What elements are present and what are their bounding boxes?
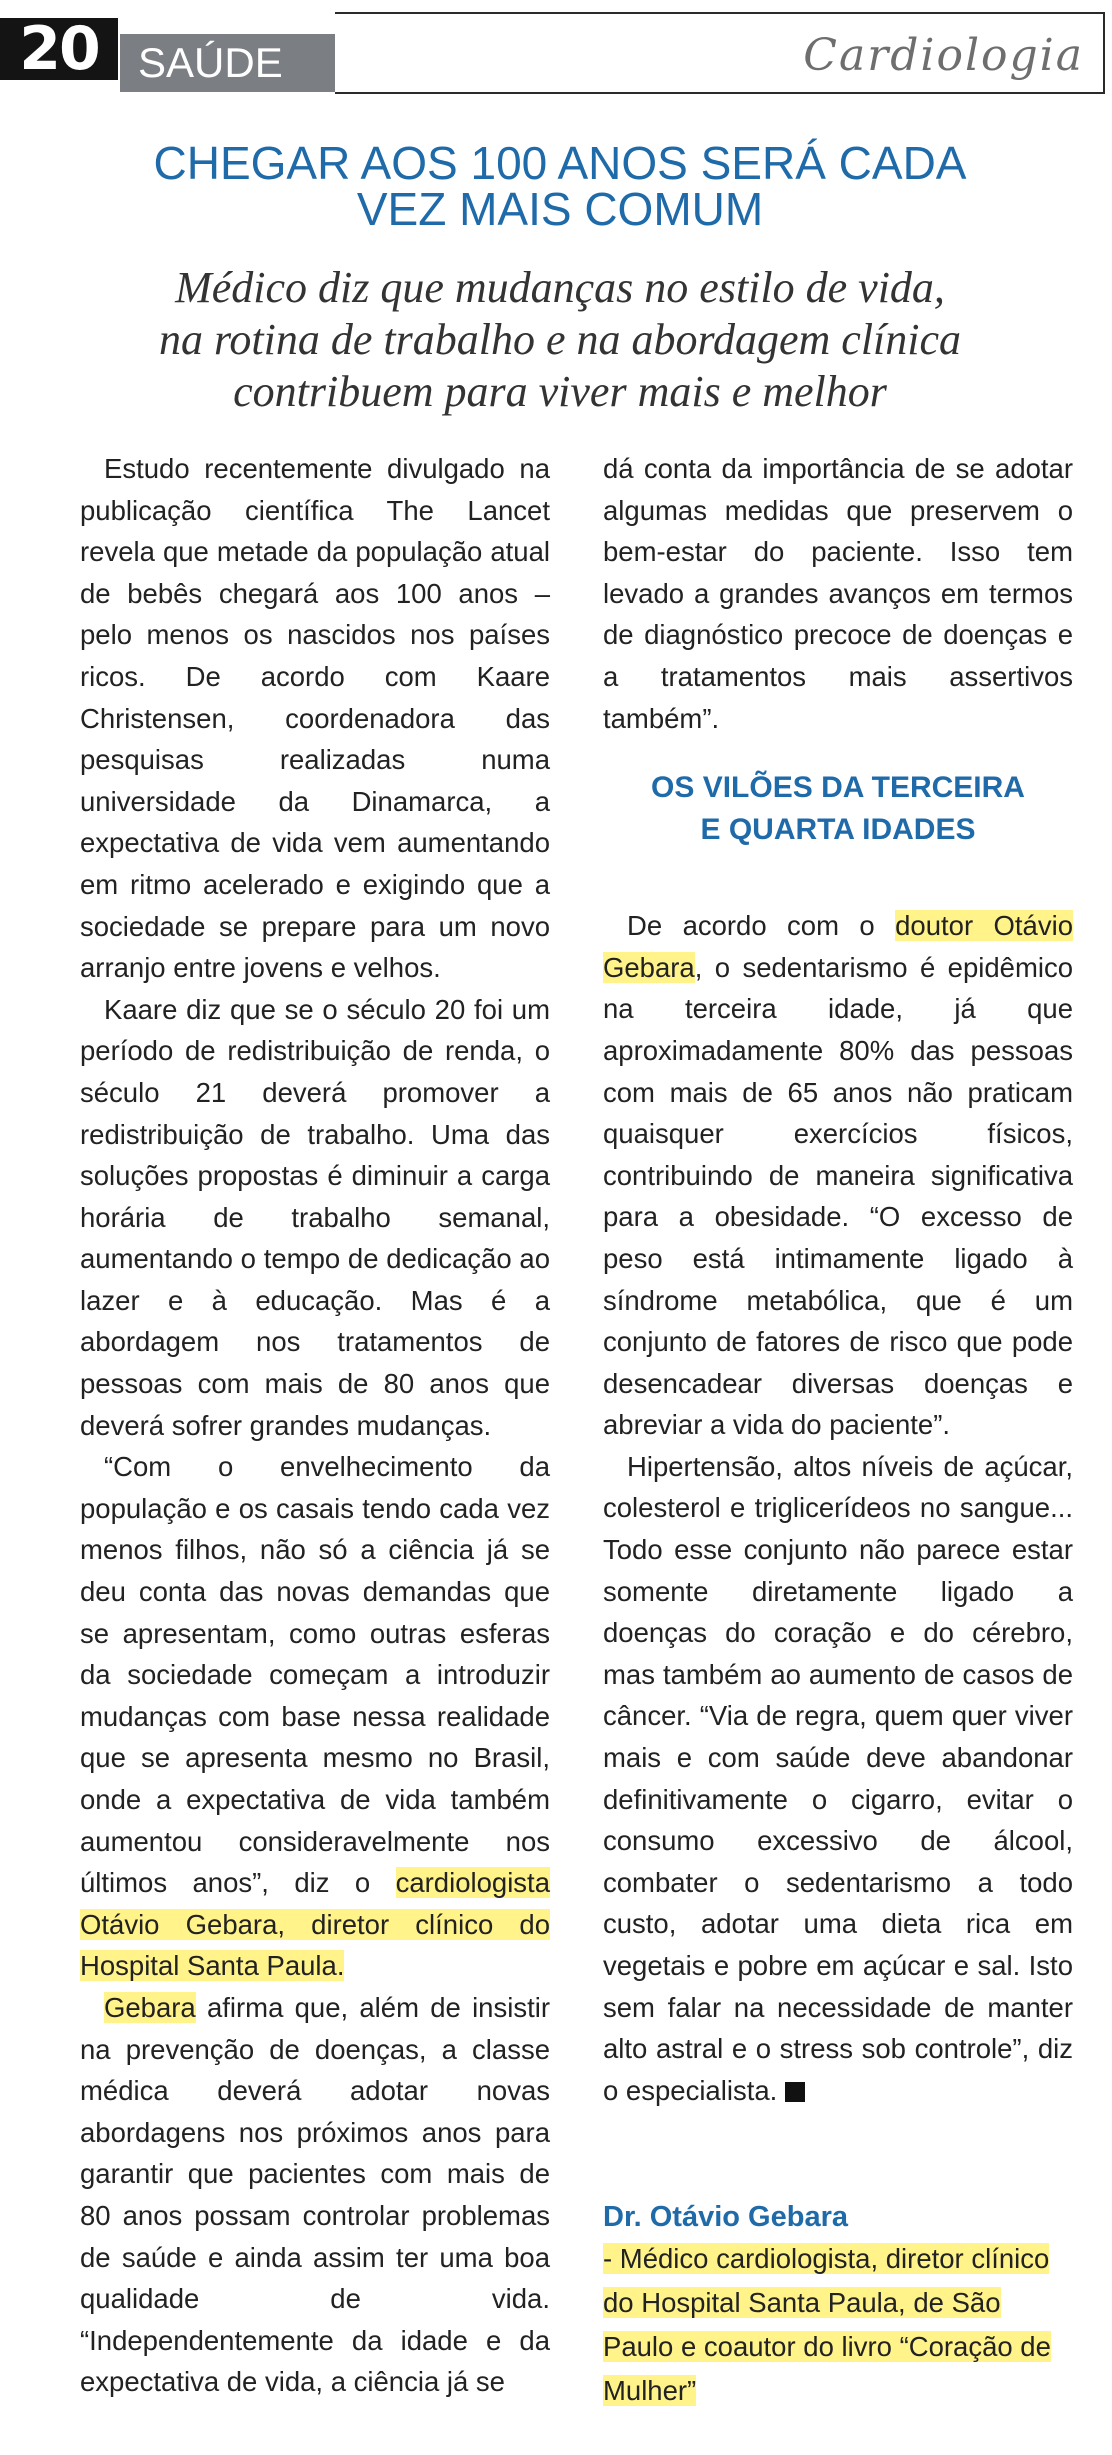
paragraph-text: , o sedentarismo é epidêmico na terceira idade, já que aproximadamente 80% das pessoas com mais de 65 anos não praticam quaisquer exercícios físicos, contribuindo de maneira significativa para a obesidade. “O excesso de peso está intimamente ligado à síndrome metabólica, que é um conjunto de fatores de risco que pode desencadear diversas doenças e abreviar a vida do paciente”. bbox=[603, 951, 1073, 1441]
highlighted-text: - Médico cardiologista, diretor clínico do Hospital Santa Paula, de São Paulo e coautor do livro “Coração de Mulher” bbox=[603, 2243, 1051, 2407]
section-subheading bbox=[603, 767, 1073, 851]
highlighted-text: doutor Otávio Gebara bbox=[603, 910, 1073, 983]
page-number: 20 bbox=[0, 18, 118, 80]
header-rule-top bbox=[335, 12, 1105, 14]
paragraph: dá conta da importância de se adotar algumas medidas que preservem o bem-estar do paciente. Isso tem levado a grandes avanços em termos de diagnóstico precoce de doenças e a tratamentos mais assertivos também”. bbox=[603, 453, 1073, 734]
paragraph: Estudo recentemente divulgado na publicação científica The Lancet revela que metade da população atual de bebês chegará aos 100 anos – pelo menos os nascidos nos países ricos. De acordo com Kaare Christensen, coordenadora das pesquisas realizadas numa universidade da Dinamarca, a expectativa de vida vem aumentando em ritmo acelerado e exigindo que a sociedade se prepare para um novo arranjo entre jovens e velhos. bbox=[80, 453, 550, 984]
highlighted-text: Gebara bbox=[104, 1991, 196, 2023]
article-title bbox=[60, 137, 1060, 235]
paragraph: Kaare diz que se o século 20 foi um período de redistribuição de renda, o século 21 deverá promover a redistribuição de trabalho. Uma das soluções propostas é diminuir a carga horária de trabalho semanal, aumentando o tempo de dedicação ao lazer e à educação. Mas é a abordagem nos tratamentos de pessoas com mais de 80 anos que deverá sofrer grandes mudanças. bbox=[80, 993, 550, 1441]
end-of-article-mark bbox=[785, 2082, 805, 2102]
subtitle-line-2: na rotina de trabalho e na abordagem clínica bbox=[158, 315, 962, 364]
paragraph-text: afirma que, além de insistir na prevenção de doenças, a classe médica deverá adotar novas abordagens nos próximos anos para garantir que pacientes com mais de 80 anos possam controlar problemas de saúde e ainda assim ter uma boa qualidade de vida. “Independentemente da idade e da expectativa de vida, a ciência já se bbox=[80, 1991, 550, 2398]
page-header bbox=[0, 0, 1112, 100]
article-column-left bbox=[80, 448, 550, 2403]
paragraph bbox=[80, 1987, 550, 2403]
paragraph-text: De acordo com o bbox=[627, 910, 896, 942]
subtitle-line-3: contribuem para viver mais e melhor bbox=[233, 367, 887, 416]
paragraph bbox=[80, 1446, 550, 1987]
bio-text bbox=[603, 2237, 1073, 2413]
paragraph-text: Hipertensão, altos níveis de açúcar, colesterol e triglicerídeos no sangue... Todo esse conjunto não parece estar somente diretamente ligado a doenças do coração e do cérebro, mas também ao aumento de casos de câncer. “Via de regra, quem quer viver mais e com saúde deve abandonar definitivamente o cigarro, evitar o consumo excessivo de álcool, combater o sedentarismo a todo custo, adotar uma dieta rica em vegetais e pobre em açúcar e sal. Isto sem falar na necessidade de manter alto astral e o stress sob controle”, diz o especialista. bbox=[603, 1450, 1073, 2106]
subtitle-line-1: Médico diz que mudanças no estilo de vida, bbox=[175, 263, 945, 312]
paragraph bbox=[603, 1446, 1073, 2112]
subheading-line-2: E QUARTA IDADES bbox=[700, 813, 976, 847]
paragraph-text: “Com o envelhecimento da população e os casais tendo cada vez menos filhos, não só a ciência já se deu conta das novas demandas que se apresentam, como outras esferas da sociedade começam a introduzir mudanças com base nessa realidade que se apresenta mesmo no Brasil, onde a expectativa de vida também aumentou consideravelmente nos últimos anos”, diz o bbox=[80, 1451, 550, 1899]
category-label: Cardiologia bbox=[803, 30, 1084, 81]
header-rule-right bbox=[1103, 12, 1105, 94]
paragraph bbox=[603, 905, 1073, 1446]
article-subtitle bbox=[60, 262, 1060, 418]
highlighted-text: cardiologista Otávio Gebara, diretor clínico do Hospital Santa Paula. bbox=[80, 1867, 550, 1982]
subheading-line-1: OS VILÕES DA TERCEIRA bbox=[651, 771, 1025, 805]
header-rule-bottom bbox=[335, 92, 1105, 94]
title-line-2: VEZ MAIS COMUM bbox=[356, 183, 764, 235]
article-column-right bbox=[603, 448, 1073, 2413]
bio-name: Dr. Otávio Gebara bbox=[603, 2201, 848, 2234]
title-line-1: CHEGAR AOS 100 ANOS SERÁ CADA bbox=[153, 137, 967, 189]
section-label: SAÚDE bbox=[120, 34, 335, 92]
